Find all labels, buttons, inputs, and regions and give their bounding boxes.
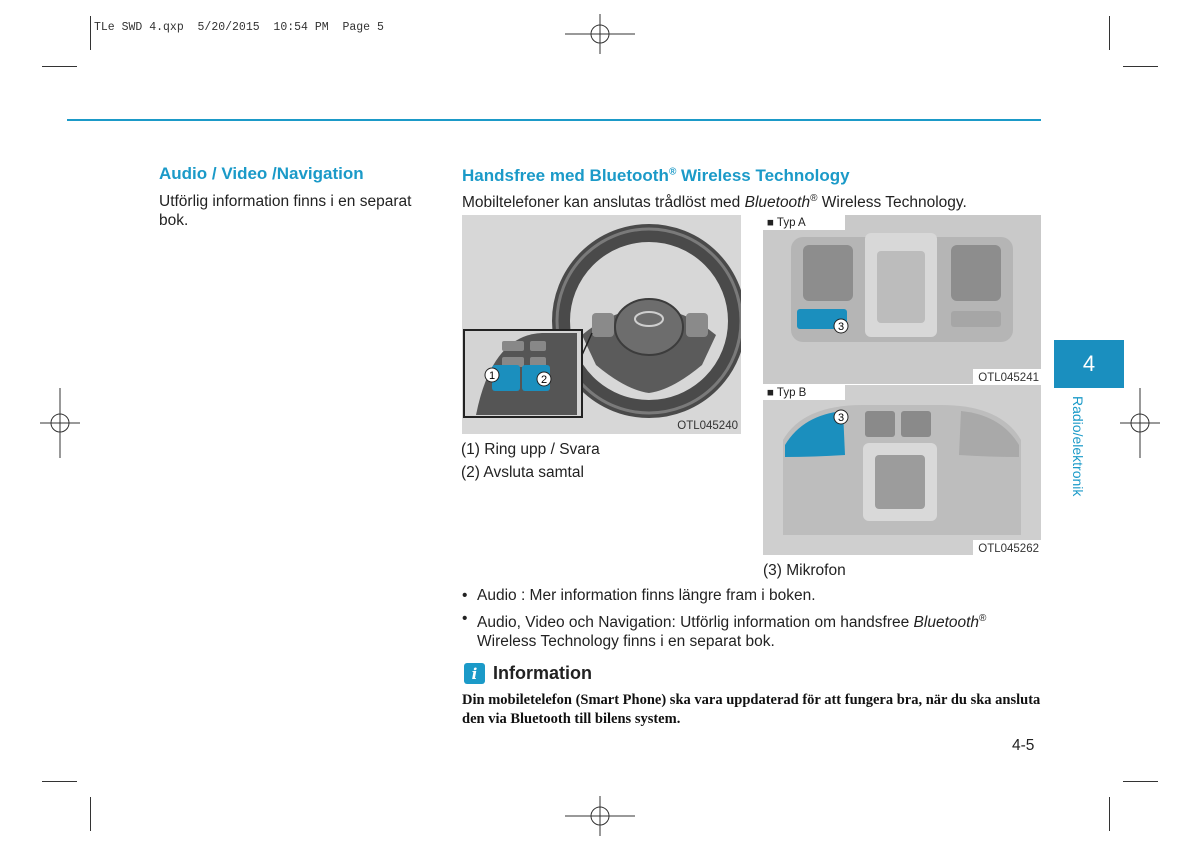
section-title-audio: Audio / Video /Navigation [159,164,364,183]
caption-microphone: (3) Mikrofon [763,562,846,579]
info-body: Din mobiletelefon (Smart Phone) ska vara uppdaterad för att fungera bra, när du ska ansluta den via Bluetooth till bilens system. [462,692,1041,727]
registration-mark-left [40,388,80,458]
typ-a-label: ■ Typ A [767,217,806,229]
section-title-handsfree: Handsfree med Bluetooth® Wireless Technology [462,166,850,185]
crop-mark [42,781,77,782]
info-icon: i [464,663,485,684]
list-item: • Audio : Mer information finns längre fram i boken. [462,587,816,604]
crop-mark [1123,781,1158,782]
registration-mark-bottom [565,796,635,836]
left-section [159,164,444,230]
figure-typ-a [763,215,1041,384]
chapter-label: Radio/elektronik [1070,396,1086,497]
steering-wheel-illustration [462,215,741,434]
info-heading: Information [493,663,592,683]
crop-mark [1109,16,1110,50]
bullet-list [462,586,1047,651]
wheel-captions [461,440,600,482]
callout-2: 2 [540,374,548,386]
typ-b-label: ■ Typ B [767,387,807,399]
list-item: • Audio, Video och Navigation: Utförlig information om handsfree Bluetooth® Wireless Technology finns i en separat bok. [462,610,987,651]
registration-mark-top [565,14,635,54]
figure-typ-b [763,385,1041,555]
figure-code: OTL045240 [677,420,738,432]
header-rule [67,119,1041,121]
callout-3-a: 3 [837,321,845,333]
callout-3-b: 3 [837,412,845,424]
chapter-tab: 4 [1054,340,1124,388]
section-body-audio: Utförlig information finns i en separat bok. [159,193,412,229]
caption-call-answer: (1) Ring upp / Svara [461,441,600,458]
crop-mark [90,16,91,50]
callout-1: 1 [488,370,496,382]
crop-mark [1109,797,1110,831]
overhead-console-b-illustration [763,385,1041,555]
registration-mark-right [1120,388,1160,458]
crop-mark [90,797,91,831]
typ-a-code: OTL045241 [978,372,1039,384]
overhead-console-a-illustration [763,215,1041,384]
figure-steering-wheel [462,215,741,434]
page-number: 4-5 [1012,737,1035,754]
crop-mark [1123,66,1158,67]
typ-b-code: OTL045262 [978,543,1039,555]
caption-end-call: (2) Avsluta samtal [461,464,584,481]
right-section-header [462,166,1052,212]
print-slug: TLe SWD 4.qxp 5/20/2015 10:54 PM Page 5 [94,21,384,34]
section-intro-handsfree: Mobiltelefoner kan anslutas trådlöst med Bluetooth® Wireless Technology. [462,193,967,212]
info-header [464,663,592,684]
crop-mark [42,66,77,67]
